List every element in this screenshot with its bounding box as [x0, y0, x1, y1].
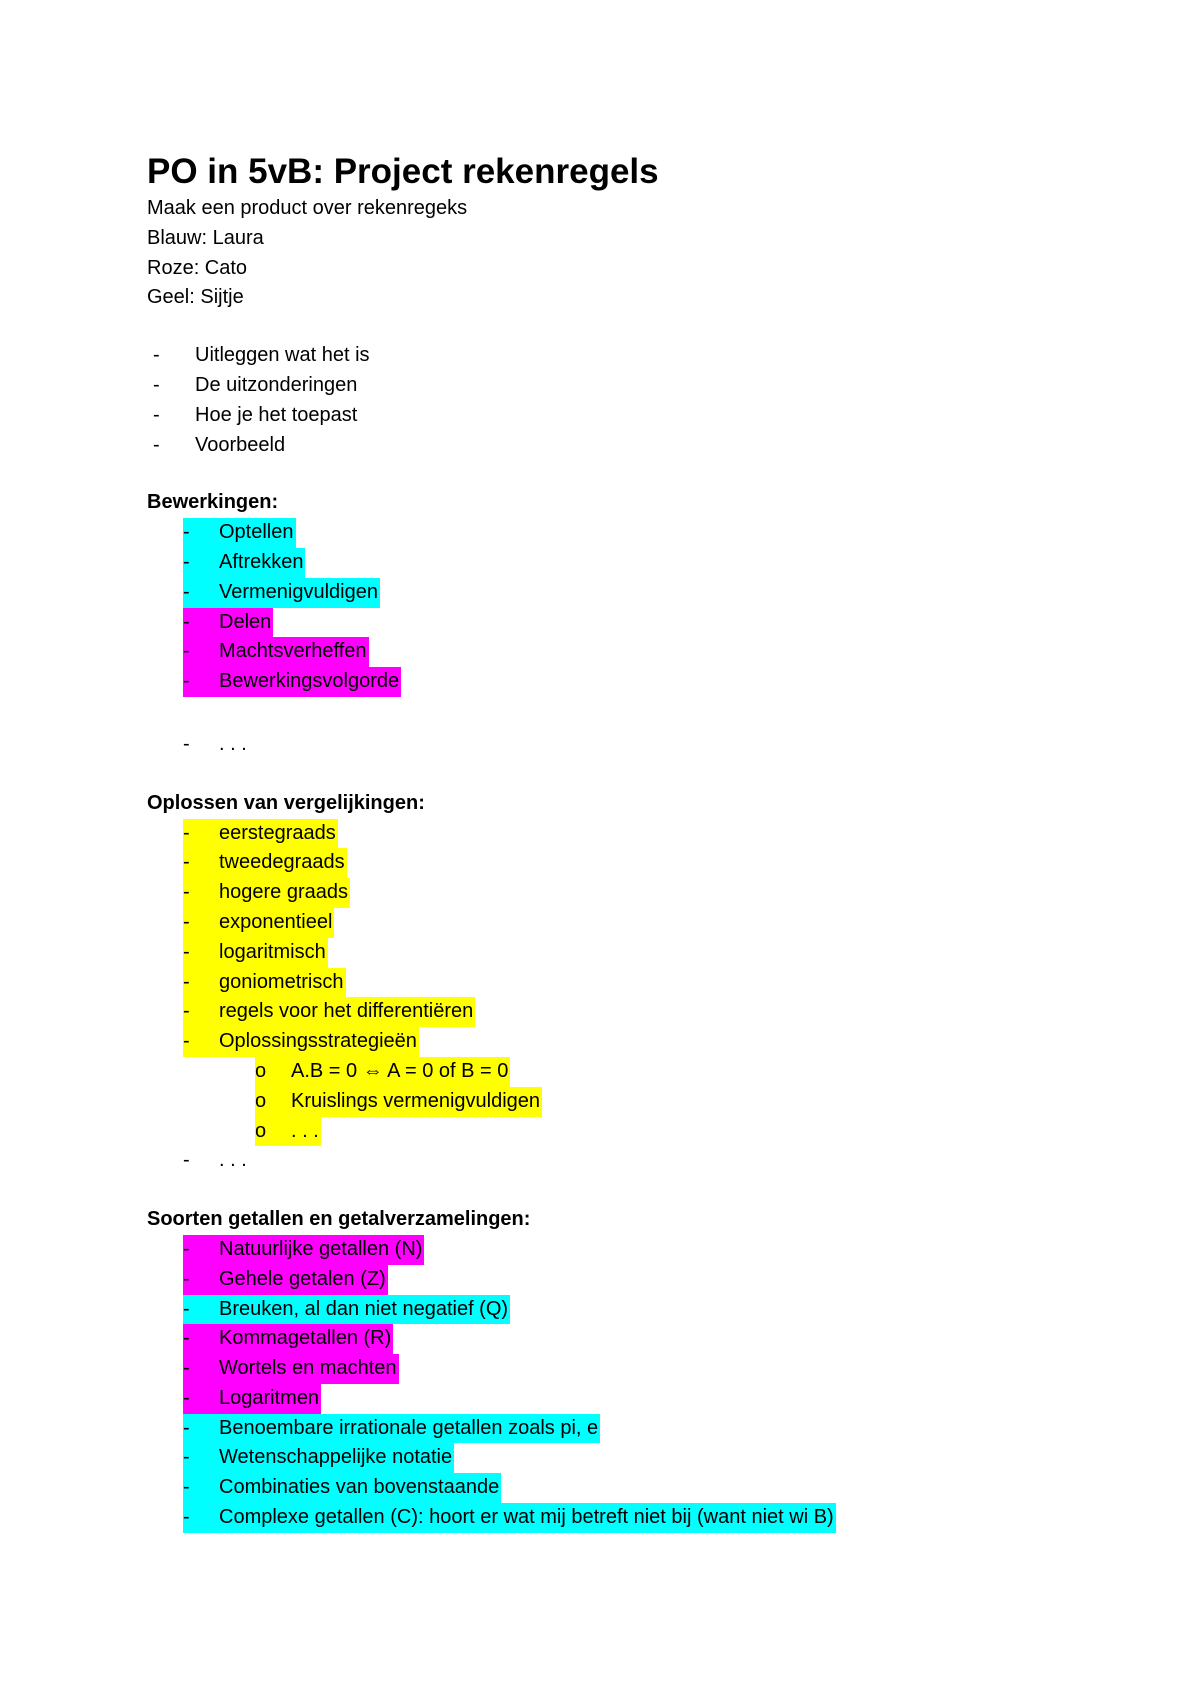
list-item — [183, 1473, 1127, 1503]
list-item — [183, 1265, 1127, 1295]
list-item — [183, 848, 1127, 878]
list-item — [183, 908, 1127, 938]
section-list-vergelijkingen — [147, 819, 1127, 1147]
list-item: - Hoe je het toepast — [153, 401, 1127, 431]
highlight-magenta: - Machtsverheffen — [183, 637, 369, 667]
list-item: - De uitzonderingen — [153, 371, 1127, 401]
highlight-cyan: - Combinaties van bovenstaande — [183, 1473, 501, 1503]
intro-line: Roze: Cato — [147, 256, 248, 279]
section-list-getallen — [147, 1235, 1127, 1533]
requirements-list — [147, 341, 1127, 460]
list-item — [183, 938, 1127, 968]
highlight-cyan: - Wetenschappelijke notatie — [183, 1443, 454, 1473]
section-heading-vergelijkingen: Oplossen van vergelijkingen: — [147, 791, 425, 814]
highlight-magenta: - Bewerkingsvolgorde — [183, 667, 401, 697]
intro-block — [147, 194, 1127, 313]
list-item — [183, 1443, 1127, 1473]
page-title: PO in 5vB: Project rekenregels — [147, 152, 659, 191]
list-item — [183, 1354, 1127, 1384]
highlight-yellow: - eerstegraads — [183, 819, 338, 849]
highlight-yellow: - regels voor het differentiëren — [183, 997, 475, 1027]
highlight-cyan: - Benoembare irrationale getallen zoals pi, e — [183, 1414, 600, 1444]
list-item-more: - . . . — [183, 732, 247, 755]
highlight-yellow: o A.B = 0 ⇔ A = 0 of B = 0 — [255, 1057, 510, 1087]
intro-line: Geel: Sijtje — [147, 286, 244, 309]
list-item — [183, 578, 1127, 608]
list-item — [183, 608, 1127, 638]
bullet-dash: - — [153, 433, 160, 456]
document-page — [147, 150, 1127, 1533]
list-item — [183, 878, 1127, 908]
list-item: - Uitleggen wat het is — [153, 341, 1127, 371]
sub-list-item — [255, 1117, 1127, 1147]
list-item — [183, 1414, 1127, 1444]
list-item — [183, 997, 1127, 1027]
highlight-yellow: o Kruislings vermenigvuldigen — [255, 1087, 542, 1117]
highlight-yellow: o . . . — [255, 1117, 321, 1147]
intro-line: Blauw: Laura — [147, 226, 264, 249]
highlight-cyan: - Aftrekken — [183, 548, 305, 578]
highlight-yellow: - hogere graads — [183, 878, 350, 908]
highlight-magenta: - Wortels en machten — [183, 1354, 399, 1384]
intro-line: Maak een product over rekenregeks — [147, 197, 468, 219]
highlight-cyan: - Optellen — [183, 518, 296, 548]
list-item: - Voorbeeld — [153, 431, 1127, 461]
section-heading-bewerkingen: Bewerkingen: — [147, 491, 279, 514]
bullet-dash: - — [153, 403, 160, 426]
highlight-magenta: - Delen — [183, 608, 273, 638]
highlight-yellow: - goniometrisch — [183, 968, 346, 998]
list-item — [183, 819, 1127, 849]
highlight-cyan: - Vermenigvuldigen — [183, 578, 380, 608]
section-heading-getallen: Soorten getallen en getalverzamelingen: — [147, 1208, 531, 1231]
bullet-dash: - — [153, 344, 160, 367]
list-item — [183, 667, 1127, 697]
highlight-magenta: - Logaritmen — [183, 1384, 321, 1414]
list-item — [183, 1503, 1127, 1533]
highlight-yellow: - tweedegraads — [183, 848, 347, 878]
highlight-magenta: - Kommagetallen (R) — [183, 1324, 393, 1354]
sub-list-item — [255, 1087, 1127, 1117]
list-item-more: - . . . — [183, 1149, 247, 1172]
list-item — [183, 518, 1127, 548]
list-item — [183, 1324, 1127, 1354]
list-item — [183, 1235, 1127, 1265]
highlight-yellow: - exponentieel — [183, 908, 334, 938]
highlight-cyan: - Breuken, al dan niet negatief (Q) — [183, 1295, 510, 1325]
bullet-dash: - — [153, 373, 160, 396]
section-list-bewerkingen — [147, 518, 1127, 697]
list-item — [183, 968, 1127, 998]
list-item — [183, 548, 1127, 578]
list-item — [183, 1295, 1127, 1325]
highlight-cyan: - Complexe getallen (C): hoort er wat mij betreft niet bij (want niet wi B) — [183, 1503, 836, 1533]
list-item — [183, 1027, 1127, 1057]
highlight-magenta: - Natuurlijke getallen (N) — [183, 1235, 424, 1265]
highlight-yellow: - logaritmisch — [183, 938, 328, 968]
sub-list-item — [255, 1057, 1127, 1087]
highlight-yellow: - Oplossingsstrategieën — [183, 1027, 419, 1057]
highlight-magenta: - Gehele getalen (Z) — [183, 1265, 388, 1295]
list-item — [183, 1384, 1127, 1414]
list-item — [183, 637, 1127, 667]
